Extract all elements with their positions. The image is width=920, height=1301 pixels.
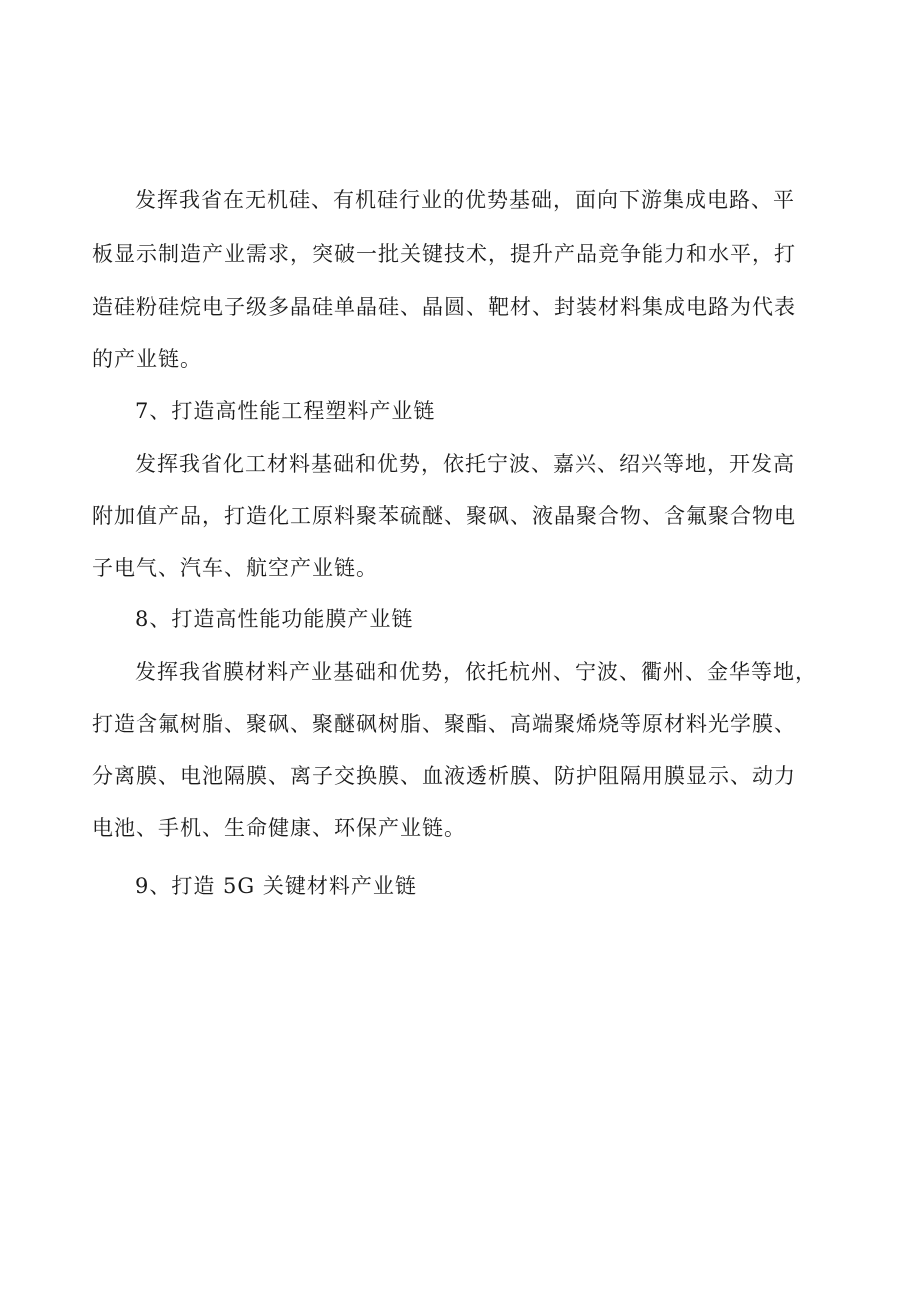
paragraph-line: 的产业链。	[92, 347, 202, 371]
section-heading-7: 7、打造高性能工程塑料产业链	[135, 399, 436, 423]
paragraph-line: 子电气、汽车、航空产业链。	[92, 556, 378, 580]
paragraph-line: 分离膜、电池隔膜、离子交换膜、血液透析膜、防护阻隔用膜显示、动力	[92, 764, 796, 788]
section-heading-8: 8、打造高性能功能膜产业链	[135, 607, 414, 631]
section-heading-9: 9、打造 5G 关键材料产业链	[135, 874, 417, 898]
paragraph-line: 发挥我省化工材料基础和优势，依托宁波、嘉兴、绍兴等地，开发高	[135, 452, 795, 476]
paragraph-line: 发挥我省膜材料产业基础和优势，依托杭州、宁波、衢州、金华等地，	[135, 660, 817, 684]
paragraph-line: 造硅粉硅烷电子级多晶硅单晶硅、晶圆、靶材、封装材料集成电路为代表	[92, 295, 796, 319]
paragraph-line: 打造含氟树脂、聚砜、聚醚砜树脂、聚酯、高端聚烯烧等原材料光学膜、	[92, 712, 796, 736]
paragraph-line: 发挥我省在无机硅、有机硅行业的优势基础，面向下游集成电路、平	[135, 188, 795, 212]
paragraph-line: 板显示制造产业需求，突破一批关键技术，提升产品竞争能力和水平，打	[92, 242, 796, 266]
paragraph-line: 附加值产品，打造化工原料聚苯硫醚、聚砜、液晶聚合物、含氟聚合物电	[92, 504, 796, 528]
paragraph-line: 电池、手机、生命健康、环保产业链。	[92, 816, 466, 840]
